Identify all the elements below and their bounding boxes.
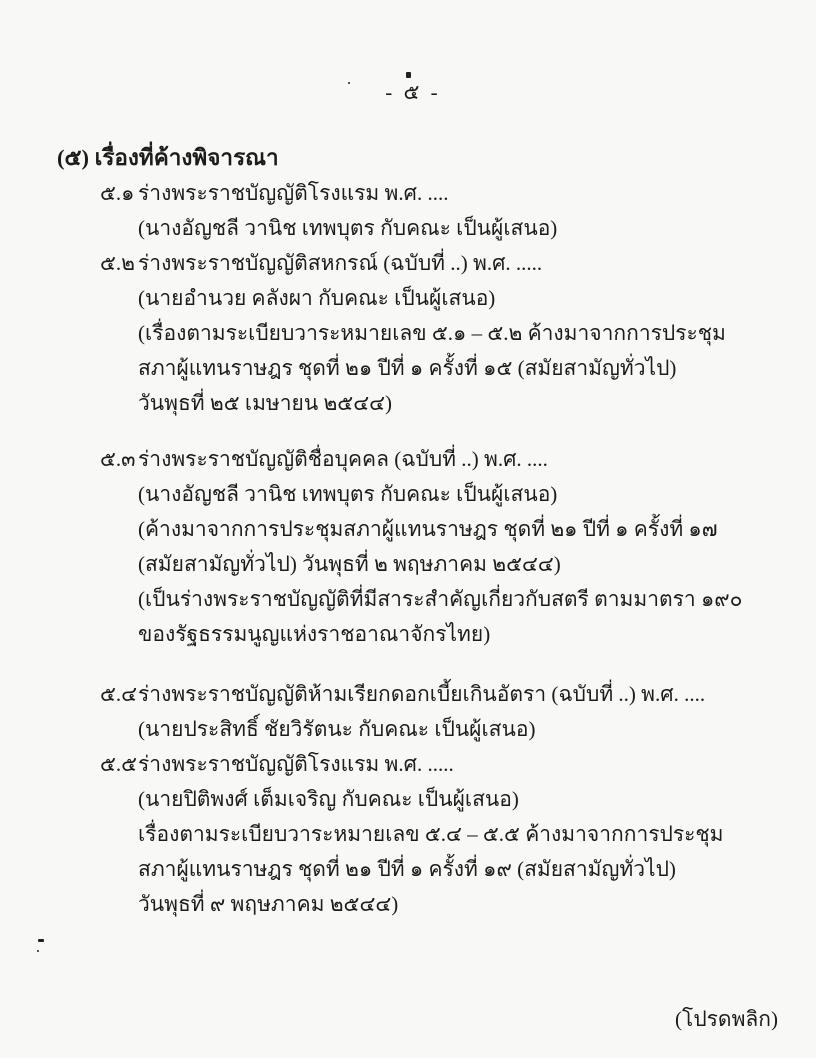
scan-speck	[37, 950, 39, 952]
agenda-item-title: ร่างพระราชบัญญัติโรงแรม พ.ศ. .....	[138, 752, 454, 776]
agenda-item-detail: วันพุธที่ ๙ พฤษภาคม ๒๕๔๔)	[138, 892, 399, 916]
agenda-item-detail: วันพุธที่ ๒๕ เมษายน ๒๕๔๔)	[138, 391, 392, 415]
agenda-item-5-4	[100, 677, 816, 712]
agenda-item-title: ร่างพระราชบัญญัติชื่อบุคคล (ฉบับที่ ..) พ.ศ. ....	[138, 447, 548, 471]
agenda-item-5-1	[100, 176, 816, 211]
agenda-item-title: ร่างพระราชบัญญัติสหกรณ์ (ฉบับที่ ..) พ.ศ. .....	[138, 251, 543, 275]
agenda-item-number: ๕.๑	[100, 181, 135, 205]
agenda-item-title: ร่างพระราชบัญญัติโรงแรม พ.ศ. ....	[138, 181, 449, 205]
agenda-item-detail: (นางอัญชลี วานิช เทพบุตร กับคณะ เป็นผู้เสนอ)	[138, 482, 558, 506]
document-body	[0, 140, 816, 922]
agenda-item-detail: (นายประสิทธิ์ ชัยวิรัตนะ กับคณะ เป็นผู้เสนอ)	[138, 717, 536, 741]
agenda-item-detail: สภาผู้แทนราษฎร ชุดที่ ๒๑ ปีที่ ๑ ครั้งที่ ๑๕ (สมัยสามัญทั่วไป)	[138, 356, 677, 380]
agenda-item-detail: เรื่องตามระเบียบวาระหมายเลข ๕.๔ – ๕.๕ ค้างมาจากการประชุม	[138, 822, 724, 846]
continue-note: (โปรดพลิก)	[675, 1007, 778, 1031]
agenda-item-detail: (นายอำนวย คลังผา กับคณะ เป็นผู้เสนอ)	[138, 286, 496, 310]
agenda-item-detail: (ค้างมาจากการประชุมสภาผู้แทนราษฎร ชุดที่ ๒๑ ปีที่ ๑ ครั้งที่ ๑๗	[138, 517, 718, 541]
page-number: - ๕ -	[385, 80, 441, 104]
agenda-item-number: ๕.๓	[100, 447, 136, 471]
agenda-item-detail: สภาผู้แทนราษฎร ชุดที่ ๒๑ ปีที่ ๑ ครั้งที่ ๑๙ (สมัยสามัญทั่วไป)	[138, 857, 676, 881]
agenda-item-number: ๕.๔	[100, 682, 138, 706]
agenda-item-detail: (เรื่องตามระเบียบวาระหมายเลข ๕.๑ – ๕.๒ ค้างมาจากการประชุม	[138, 321, 726, 345]
agenda-item-number: ๕.๒	[100, 251, 135, 275]
scan-speck	[38, 939, 44, 942]
agenda-item-5-3	[100, 442, 816, 477]
agenda-item-title: ร่างพระราชบัญญัติห้ามเรียกดอกเบี้ยเกินอัตรา (ฉบับที่ ..) พ.ศ. ....	[138, 682, 706, 706]
agenda-item-detail: ของรัฐธรรมนูญแห่งราชอาณาจักรไทย)	[138, 622, 491, 646]
agenda-item-detail: (นางอัญชลี วานิช เทพบุตร กับคณะ เป็นผู้เสนอ)	[138, 216, 558, 240]
agenda-item-detail: (สมัยสามัญทั่วไป) วันพุธที่ ๒ พฤษภาคม ๒๕๔๔)	[138, 552, 561, 576]
section-heading: (๕) เรื่องที่ค้างพิจารณา	[57, 145, 279, 170]
agenda-item-detail: (นายปิติพงศ์ เต็มเจริญ กับคณะ เป็นผู้เสนอ)	[138, 787, 519, 811]
agenda-item-5-5	[100, 747, 816, 782]
agenda-item-detail: (เป็นร่างพระราชบัญญัติที่มีสาระสำคัญเกี่ยวกับสตรี ตามมาตรา ๑๙๐	[138, 587, 743, 611]
agenda-item-number: ๕.๕	[100, 752, 138, 776]
agenda-item-5-2	[100, 246, 816, 281]
